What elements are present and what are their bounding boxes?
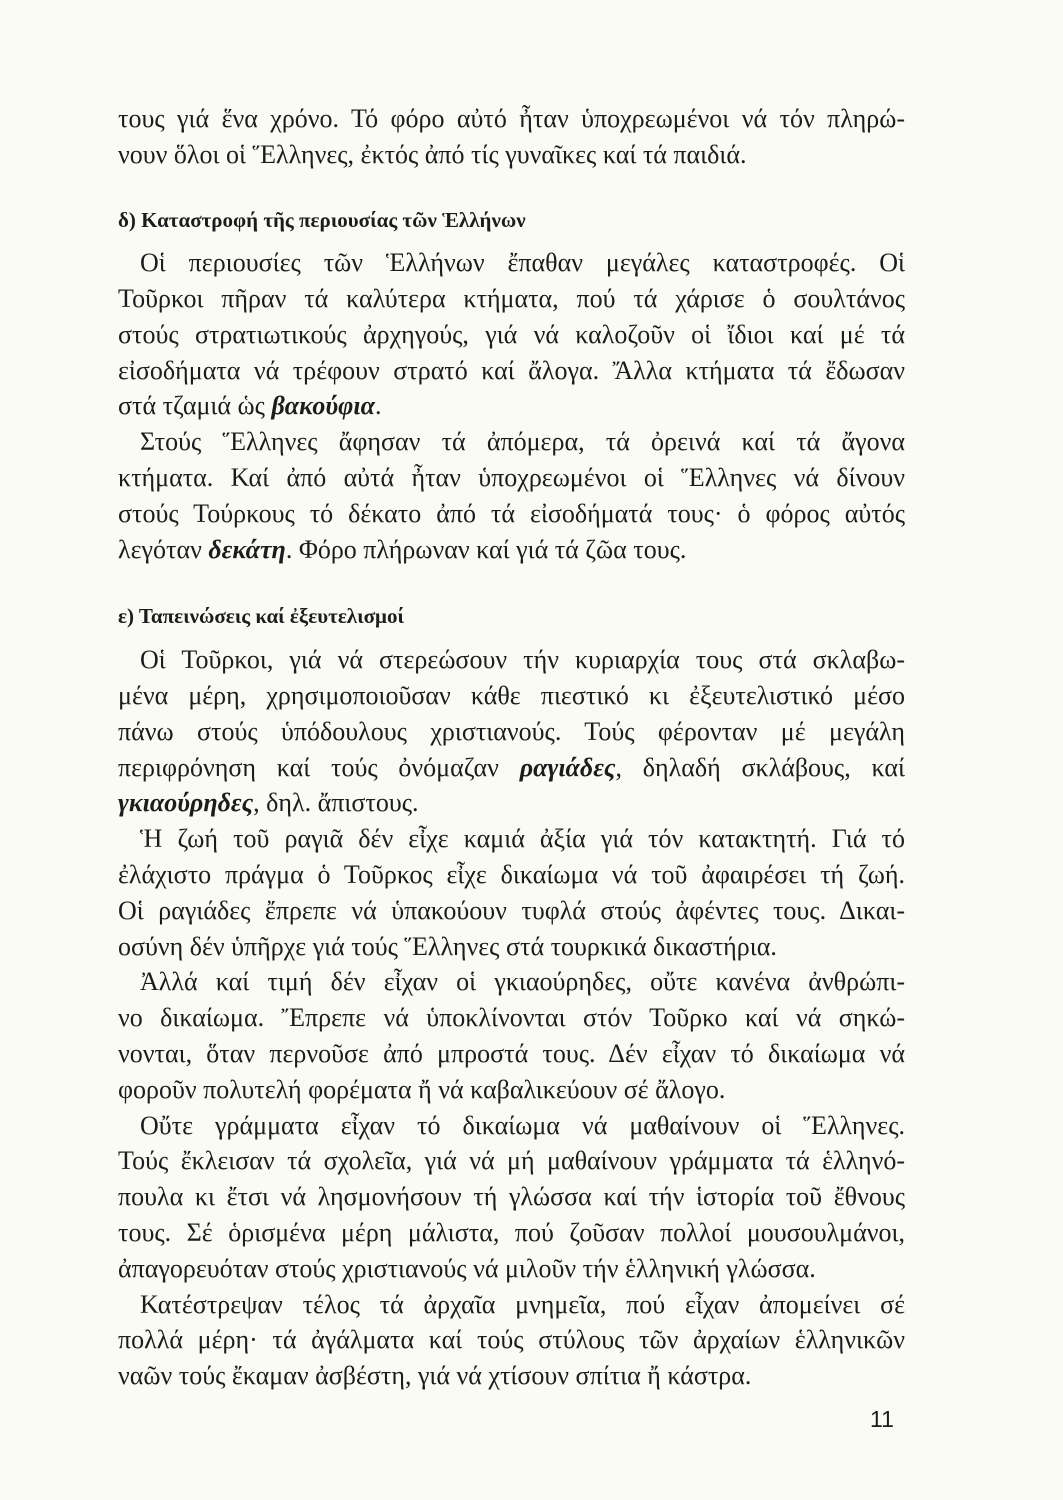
text-line: ἐλάχιστο πράγμα ὁ Τοῦρκος εἶχε δικαίωμα νά τοῦ ἀφαιρέσει τή ζωή. — [118, 860, 905, 889]
text-line: νουν ὅλοι οἱ Ἕλληνες, ἐκτός ἀπό τίς γυναῖκες καί τά παιδιά. — [118, 139, 747, 169]
paragraph — [118, 1108, 905, 1287]
section-body — [118, 642, 905, 1394]
text-line: Ἀλλά καί τιμή δέν εἶχαν οἱ γκιαούρηδες, οὔτε κανένα ἀνθρώπι- — [140, 967, 905, 997]
line-text: λεγόταν — [118, 534, 209, 564]
text-line: Στούς Ἕλληνες ἄφησαν τά ἀπόμερα, τά ὀρεινά καί τά ἄγονα — [140, 427, 905, 457]
line-text: . — [374, 391, 382, 421]
text-line: Οἱ περιουσίες τῶν Ἑλλήνων ἔπαθαν μεγάλες καταστροφές. Οἱ — [140, 248, 905, 278]
paragraph — [118, 1287, 905, 1394]
text-line — [118, 388, 905, 424]
text-line: εἰσοδήματα νά τρέφουν στρατό καί ἄλογα. Ἄλλα κτήματα τά ἔδωσαν — [118, 355, 905, 385]
paragraph — [118, 821, 905, 964]
text-line: τους γιά ἕνα χρόνο. Τό φόρο αὐτό ἦταν ὑποχρεωμένοι νά τόν πληρώ- — [118, 104, 905, 133]
text-line: νο δικαίωμα. Ἔπρεπε νά ὑποκλίνονται στόν Τοῦρκο καί νά σηκώ- — [118, 1003, 905, 1033]
key-term: δεκάτη — [208, 534, 286, 564]
text-line: Οἱ ραγιάδες ἔπρεπε νά ὑπακούουν τυφλά στούς ἀφέντες τους. Δικαι- — [118, 895, 905, 925]
section-property-destruction — [118, 203, 905, 567]
text-line: οσύνη δέν ὑπῆρχε γιά τούς Ἕλληνες στά τουρκικά δικαστήρια. — [118, 931, 777, 961]
text-line: στούς Τούρκους τό δέκατο ἀπό τά εἰσοδήματά τους· ὁ φόρος αὐτός — [118, 498, 905, 528]
text-line — [118, 532, 905, 568]
paragraph — [118, 245, 905, 424]
line-text: στά τζαμιά ὡς — [118, 391, 272, 421]
continued-paragraph — [118, 101, 905, 173]
paragraph — [118, 424, 905, 567]
text-line — [118, 785, 905, 821]
text-line: κτήματα. Καί ἀπό αὐτά ἦταν ὑποχρεωμένοι οἱ Ἕλληνες νά δίνουν — [118, 463, 905, 493]
line-text: . Φόρο πλήρωναν καί γιά τά ζῶα τους. — [285, 534, 687, 564]
text-line: ναῶν τούς ἔκαμαν ἀσβέστη, γιά νά χτίσουν σπίτια ἤ κάστρα. — [118, 1361, 752, 1391]
section-heading: ε) Ταπεινώσεις καί ἐξευτελισμοί — [118, 604, 404, 629]
text-line: μένα μέρη, χρησιμοποιοῦσαν κάθε πιεστικό κι ἐξευτελιστικό μέσο — [118, 681, 905, 711]
text-line: φοροῦν πολυτελή φορέματα ἤ νά καβαλικεύουν σέ ἄλογο. — [118, 1074, 726, 1104]
text-line: τους. Σέ ὁρισμένα μέρη μάλιστα, πού ζοῦσαν πολλοί μουσουλμάνοι, — [118, 1217, 905, 1247]
text-line — [118, 750, 905, 786]
key-term: ραγιάδες — [519, 752, 616, 782]
text-line: Τοῦρκοι πῆραν τά καλύτερα κτήματα, πού τά χάρισε ὁ σουλτάνος — [118, 284, 905, 314]
key-term: γκιαούρηδες — [118, 788, 254, 818]
section-body — [118, 245, 905, 567]
line-text: περιφρόνηση καί τούς ὀνόμαζαν — [118, 752, 520, 782]
section-heading: δ) Καταστροφή τῆς περιουσίας τῶν Ἑλλήνων — [118, 208, 526, 233]
paragraph — [118, 964, 905, 1107]
text-line: πολλά μέρη· τά ἀγάλματα καί τούς στύλους τῶν ἀρχαίων ἑλληνικῶν — [118, 1325, 905, 1355]
text-line: ἀπαγορευόταν στούς χριστιανούς νά μιλοῦν τήν ἑλληνική γλώσσα. — [118, 1253, 816, 1283]
text-line: πουλα κι ἔτσι νά λησμονήσουν τή γλώσσα καί τήν ἱστορία τοῦ ἔθνους — [118, 1182, 905, 1212]
section-humiliations — [118, 599, 905, 1394]
text-line: Κατέστρεψαν τέλος τά ἀρχαῖα μνημεῖα, πού εἶχαν ἀπομείνει σέ — [140, 1289, 905, 1319]
line-text: , δηλαδή σκλάβους, καί — [615, 752, 905, 782]
paragraph — [118, 642, 905, 821]
text-line: Τούς ἔκλεισαν τά σχολεῖα, γιά νά μή μαθαίνουν γράμματα τά ἑλληνό- — [118, 1146, 905, 1176]
text-line: Οὔτε γράμματα εἶχαν τό δικαίωμα νά μαθαίνουν οἱ Ἕλληνες. — [140, 1110, 905, 1140]
line-text: , δηλ. ἄπιστους. — [253, 788, 419, 818]
page-body — [118, 101, 905, 1394]
text-line: Ἡ ζωή τοῦ ραγιᾶ δέν εἶχε καμιά ἀξία γιά τόν κατακτητή. Γιά τό — [140, 824, 905, 854]
text-line: νονται, ὅταν περνοῦσε ἀπό μπροστά τους. Δέν εἶχαν τό δικαίωμα νά — [118, 1038, 905, 1068]
text-line: Οἱ Τοῦρκοι, γιά νά στερεώσουν τήν κυριαρχία τους στά σκλαβω- — [140, 645, 905, 675]
text-line: στούς στρατιωτικούς ἀρχηγούς, γιά νά καλοζοῦν οἱ ἴδιοι καί μέ τά — [118, 319, 905, 349]
page-number: 11 — [870, 1406, 894, 1432]
text-line: πάνω στούς ὑπόδουλους χριστιανούς. Τούς φέρονταν μέ μεγάλη — [118, 716, 905, 746]
key-term: βακούφια — [271, 391, 375, 421]
